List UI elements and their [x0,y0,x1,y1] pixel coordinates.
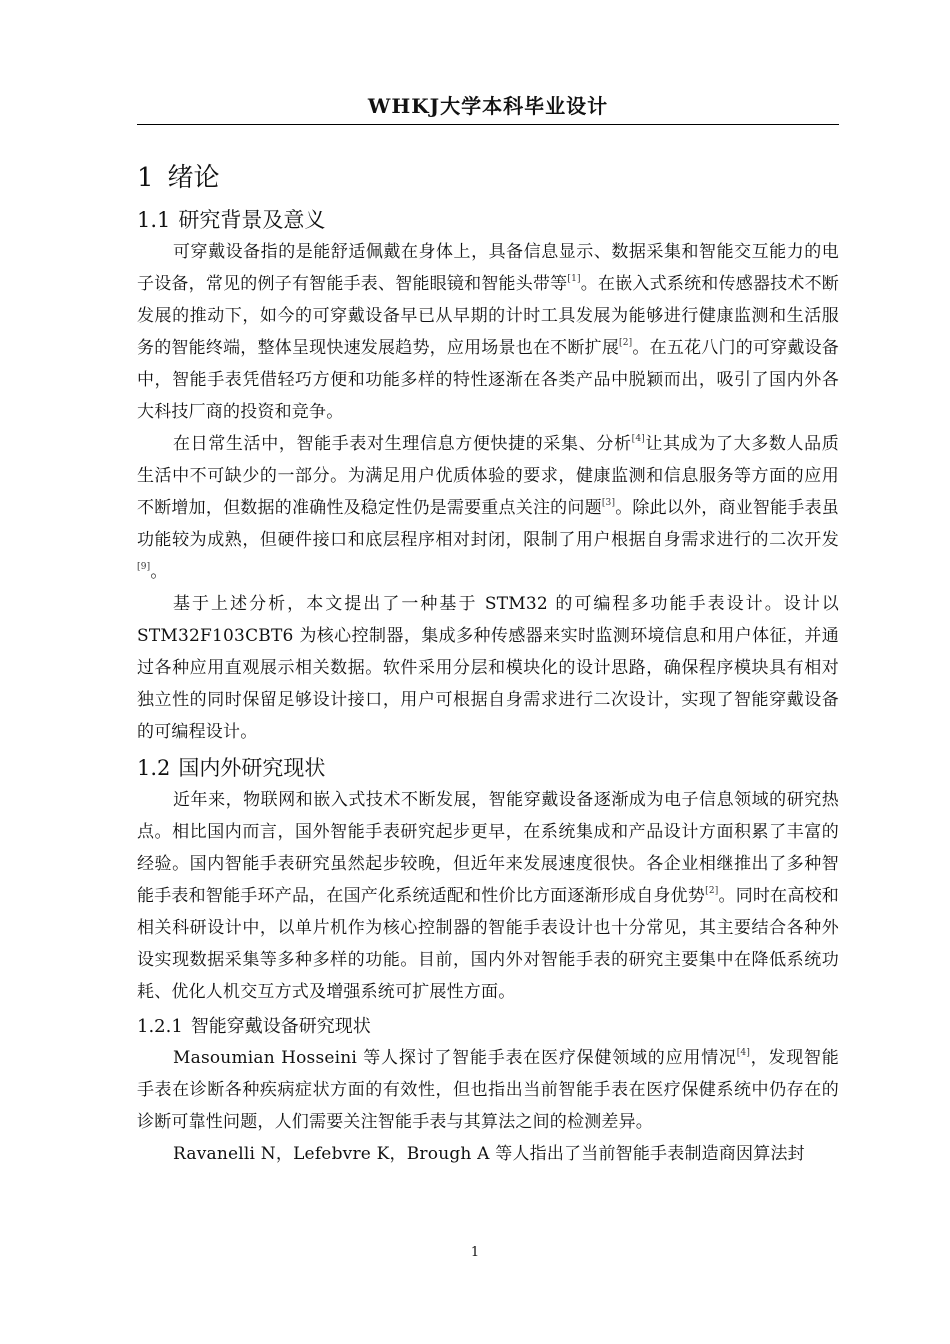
paragraph [137,236,839,428]
subsection-number: 1.2.1 [137,1016,183,1037]
page-content [137,158,839,1170]
paragraph-text: 近年来，物联网和嵌入式技术不断发展，智能穿戴设备逐渐成为电子信息领域的研究热点。相比国内而言，国外智能手表研究起步更早，在系统集成和产品设计方面积累了丰富的经验。国内智能手表研究虽然起步较晚，但近年来发展速度很快。各企业相继推出了多种智能手表和智能手环产品，在国产化系统适配和性价比方面逐渐形成自身优势 [137,790,839,906]
citation: [4] [736,1048,751,1058]
running-header: WHKJ大学本科毕业设计 [367,94,609,118]
citation: [9] [137,562,151,572]
paragraph-text: 。除此以外，商业智能手表虽功能较为成熟，但硬件接口和底层程序相对封闭，限制了用户根据自身需求进行的二次开发 [137,498,839,550]
subsection-title: 智能穿戴设备研究现状 [190,1016,371,1037]
paragraph-text: 可穿戴设备指的是能舒适佩戴在身体上，具备信息显示、数据采集和智能交互能力的电子设备，常见的例子有智能手表、智能眼镜和智能头带等 [137,242,839,294]
section-number: 1.1 [137,208,171,232]
paragraph-text: Masoumian Hosseini 等人探讨了智能手表在医疗保健领域的应用情况 [173,1048,737,1068]
section-title: 研究背景及意义 [178,208,326,232]
paragraph-text: 。在五花八门的可穿戴设备中，智能手表凭借轻巧方便和功能多样的特性逐渐在各类产品中脱颖而出，吸引了国内外各大科技厂商的投资和竞争。 [137,338,839,422]
section-heading-1-1 [137,204,839,236]
paragraph-text: 。在嵌入式系统和传感器技术不断发展的推动下，如今的可穿戴设备早已从早期的计时工具发展为能够进行健康监测和生活服务的智能终端，整体呈现快速发展趋势，应用场景也在不断扩展 [137,274,840,358]
citation: [1] [567,274,581,284]
chapter-title: 绪论 [167,163,220,193]
paragraph-text: 让其成为了大多数人品质生活中不可缺少的一部分。为满足用户优质体验的要求，健康监测和信息服务等方面的应用不断增加，但数据的准确性及稳定性仍是需要重点关注的问题 [137,434,839,518]
citation: [4] [631,434,645,444]
paragraph-text: ，发现智能手表在诊断各种疾病症状方面的有效性，但也指出当前智能手表在医疗保健系统中仍存在的诊断可靠性问题，人们需要关注智能手表与其算法之间的检测差异。 [137,1048,839,1132]
paragraph [137,784,839,1008]
subsection-heading-1-2-1 [137,1012,839,1042]
header-rule [137,124,839,125]
section-number: 1.2 [137,756,171,780]
paragraph: Ravanelli N，Lefebvre K，Brough A 等人指出了当前智能手表制造商因算法封 [173,1144,805,1164]
paragraph [137,1042,839,1138]
paragraph-text: 。同时在高校和相关科研设计中，以单片机作为核心控制器的智能手表设计也十分常见，其主要结合各种外设实现数据采集等多种多样的功能。目前，国内外对智能手表的研究主要集中在降低系统功耗、优化人机交互方式及增强系统可扩展性方面。 [137,886,839,1002]
citation: [2] [619,338,633,348]
paragraph-text: 。 [150,562,168,582]
citation: [3] [601,498,616,508]
section-title: 国内外研究现状 [178,756,326,780]
citation: [2] [705,886,719,896]
paragraph-text: 在日常生活中，智能手表对生理信息方便快捷的采集、分析 [173,434,632,454]
chapter-number: 1 [137,163,154,193]
section-heading-1-2 [137,752,839,784]
chapter-heading [137,158,839,198]
page-number: 1 [470,1245,480,1260]
paragraph [137,428,839,588]
paragraph: 基于上述分析，本文提出了一种基于 STM32 的可编程多功能手表设计。设计以 STM32F103CBT6 为核心控制器，集成多种传感器来实时监测环境信息和用户体征，并通过各种应用直观展示相关数据。软件采用分层和模块化的设计思路，确保程序模块具有相对独立性的同时保留足够设计接口，用户可根据自身需求进行二次设计，实现了智能穿戴设备的可编程设计。 [137,594,839,742]
